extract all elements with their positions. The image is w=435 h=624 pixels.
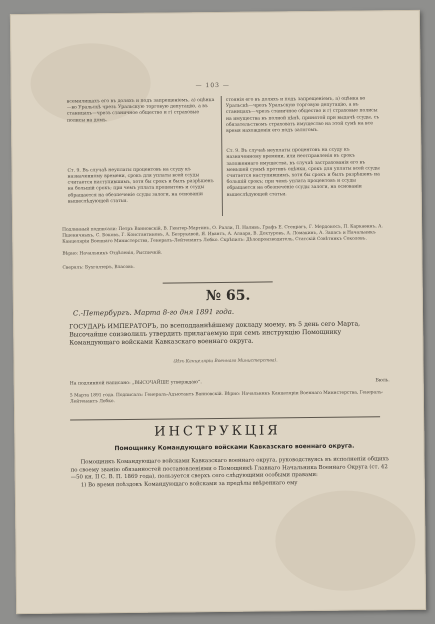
decree-date: С.-Петербургъ. Марта 8-го дня 1891 года. — [72, 307, 235, 318]
instruction-item-1: 1) Во время поѣздокъ Командующаго войсками за предѣлы ввѣреннаго ему — [80, 479, 298, 489]
signatures-block: Подлинный подписали: Петръ Ванновскій, В. Гюнтер-Мартинъ, О. Ралли, П. Наливъ, Графъ Е. Стенрагъ, Г. Мердоносъ, П. Каркаѳинъ, А. Пшеничныхъ, С. Боковъ, Г. Константиновъ, А. Безрукавой, Я. Ивантъ, А. Алаара, В. Дохтуровъ, А. Ломакинъ, А. Запасъ и Начальникъ Канцеляріи Военнаго Министерства, Генералъ-Лейтенантъ Лобко. Скрѣпилъ: Дѣлопроизводитель, Статскій Совѣтникъ Соколовъ. — [62, 224, 383, 245]
instruction-intro-paragraph: Помощникъ Командующаго войсками Кавказскаго военнаго округа, руководствуясь въ исполненіи общихъ по своему званію обязанностей постановленіями о Помощникѣ Главнаго Начальника Военнаго Округа (ст. 42—50 кн. II С. В. П. 1869 года), пользуется сверхъ сего слѣдующими особыми правами: — [70, 456, 390, 481]
original-inscription: На подлинной написано: „ВЫСОЧАЙШЕ утверждаю“. — [69, 380, 202, 387]
original-inscription-right: Бюль. — [375, 378, 390, 384]
right-column-article-9: Ст. 9. Въ случаѣ неуплаты процентовъ на ссуду къ назначенному времени, или неотправленія въ срокъ заложеннаго имущества, въ случаѣ застрахованія его въ меньшей суммѣ противъ оцѣнки, срокъ для уплаты всей ссуды считается наступившимъ, хотя бы срокъ и былъ разрѣшенъ на большій срокъ; при чемъ уплата процентовъ и ссуды обращается на обезпеченіе ссуды залоги, на основаніи вышеслѣдующей статьи. — [226, 147, 380, 198]
instruction-intro — [71, 456, 393, 490]
page-number: — 103 — — [195, 81, 230, 90]
decree-text: ГОСУДАРЬ ИМПЕРАТОРЪ, по всеподданнѣйшему докладу моему, въ 5 день сего Марта, Высочайше соизволилъ утвердить прилагаемую при семъ инструкцію Помощнику Командующаго войсками Кавказскаго военнаго округа. — [69, 320, 361, 347]
instruction-subtitle: Помощнику Командующаго войсками Кавказскаго военнаго округа. — [114, 442, 355, 453]
left-column-article-9: Ст. 9. Въ случаѣ неуплаты процентовъ на ссуду къ назначенному времени, срокъ для уплаты всей ссуды считается наступившимъ, хотя бы срокъ и былъ разрѣшенъ на большій срокъ; при чемъ уплата процентовъ и ссуды обращается на обезпеченіе ссуды залоги, на основаніи вышеслѣдующей статьи. — [67, 167, 214, 205]
column-divider — [221, 96, 223, 216]
instruction-title: ИНСТРУКЦІЯ — [154, 423, 281, 440]
checked-line: Сверялъ: Бухгалтеръ, Власовъ. — [62, 264, 135, 271]
signed-lines: 5 Марта 1891 года. Подписалъ: Генералъ-Адъютантъ Ванновскій. Вѣрно: Начальникъ Канцеляріи Военнаго Министерства, Генералъ-Лейтенантъ Лобко. — [69, 390, 384, 405]
left-column-top-text: всемилищахъ его въ доляхъ и подъ запрещеніемъ, а) оцѣнка—во Уральскѣ чрезъ Уральскую торговую депутацію, а въ станицахъ—чрезъ станичное общество и г) страховые полисы на домъ. — [66, 98, 215, 124]
section-divider — [163, 281, 273, 283]
decree-source-note: (Изъ Канцеляріи Военнаго Министерства). — [173, 358, 278, 365]
instruction-divider — [70, 416, 380, 420]
document-page — [10, 10, 426, 614]
left-column — [67, 98, 218, 206]
decree-number: № 65. — [205, 287, 251, 305]
right-column-top-text: стоянія его въ доляхъ и подъ запрещеніемъ, а) оцѣнка во Уральскѣ—чрезъ Уральскую торговую депутацію, а въ станицахъ—чрезъ станичное общество и г) страховые полисы на имущества въ полной цѣнѣ, принятой при выдачѣ ссуды, съ обязательствомъ страховать имущество на этой сумѣ на все время нахожденія его подъ залогомъ. — [225, 96, 380, 134]
right-column — [226, 96, 385, 198]
original-inscription-line — [70, 378, 390, 386]
certified-line: Вѣрно: Начальникъ Отдѣленія, Рыспичкій. — [62, 250, 163, 257]
